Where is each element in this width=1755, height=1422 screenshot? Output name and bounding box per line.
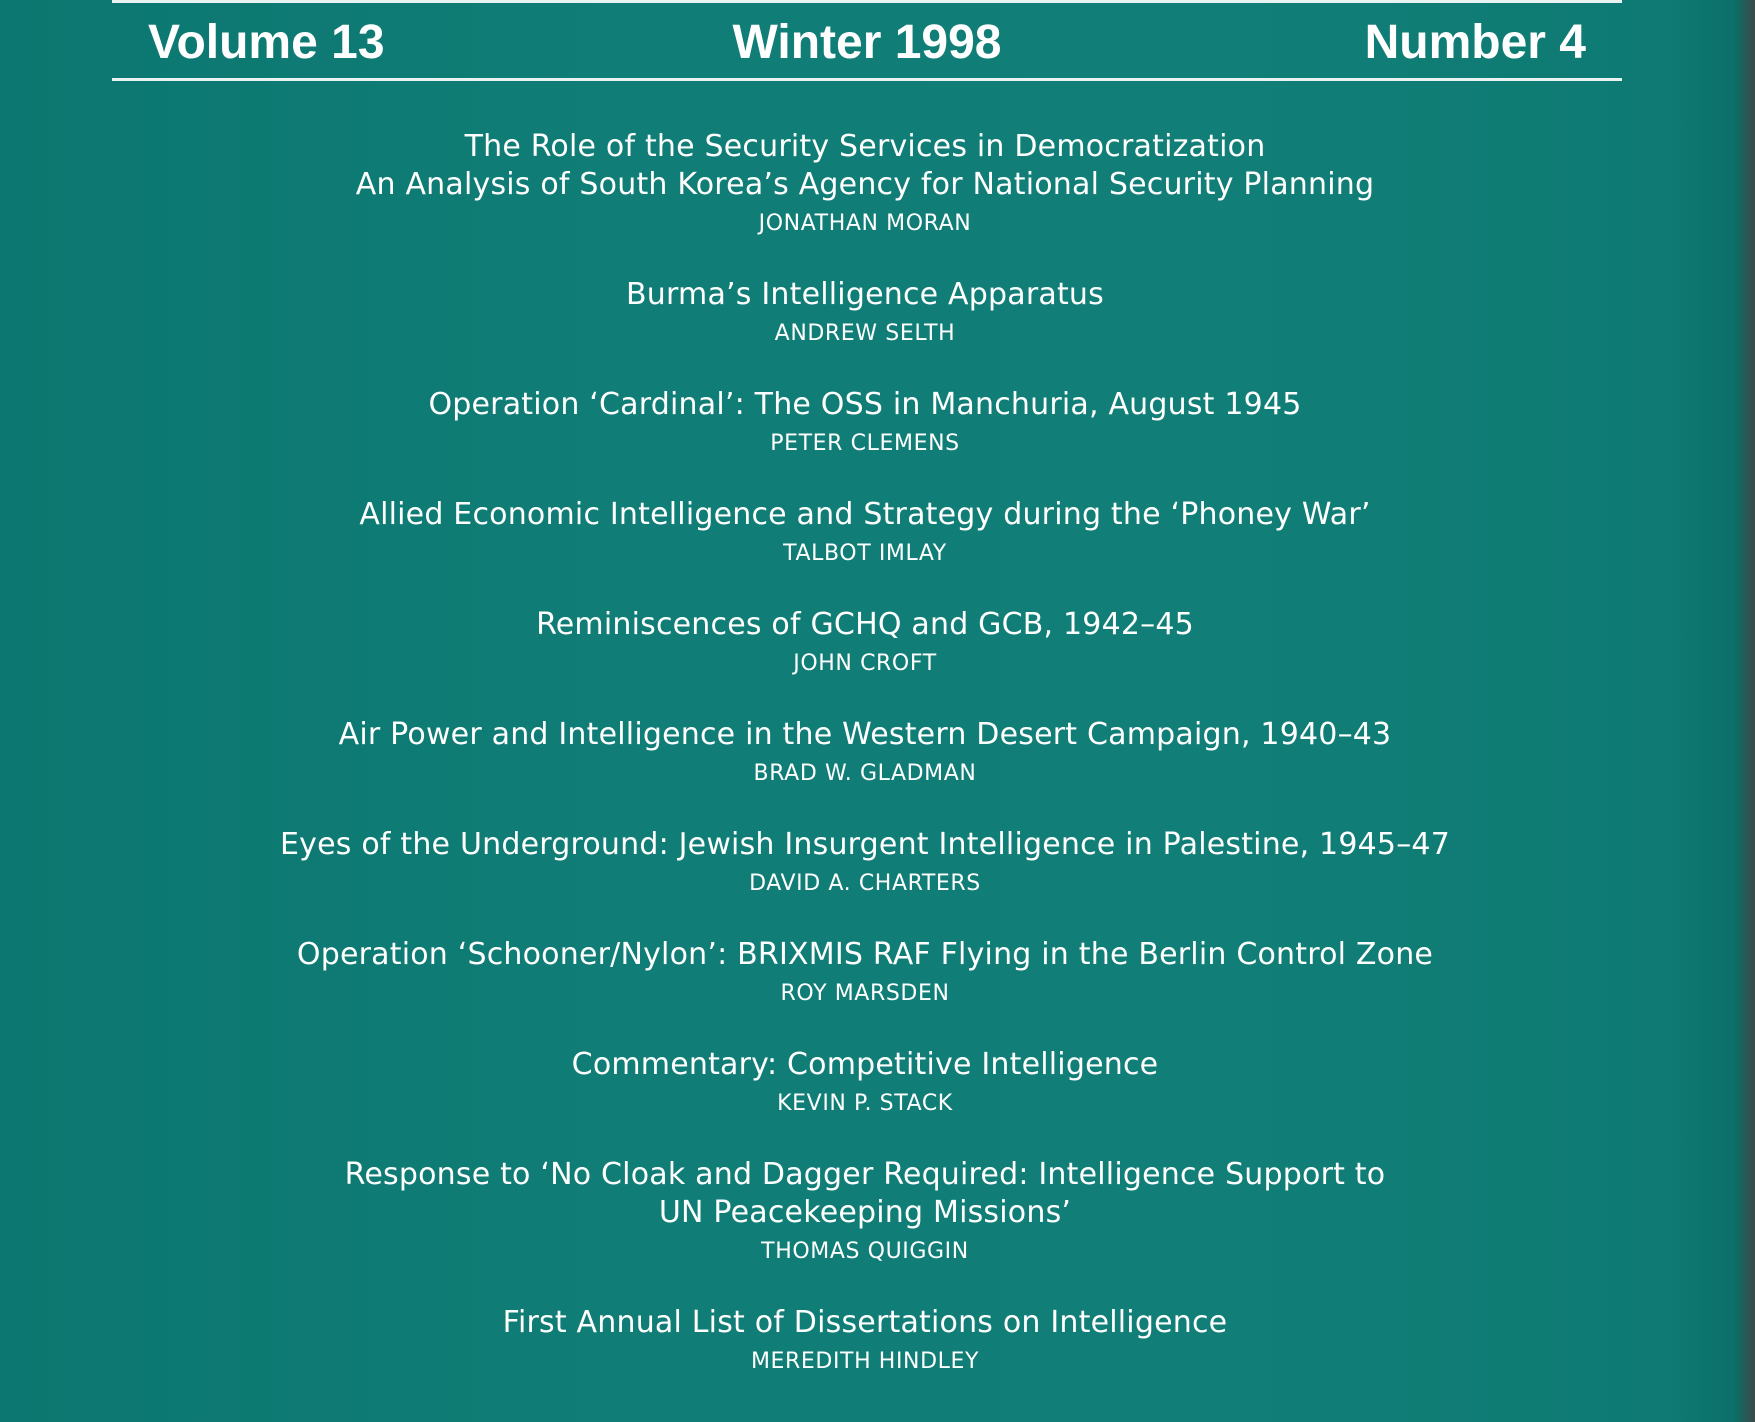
article-title: Allied Economic Intelligence and Strategy during the ‘Phoney War’ <box>359 497 1371 532</box>
cover-edge <box>1735 0 1755 1422</box>
contents-entry <box>150 496 1580 573</box>
article-author: JOHN CROFT <box>793 651 937 676</box>
article-title: Operation ‘Cardinal’: The OSS in Manchuria, August 1945 <box>428 387 1302 422</box>
article-title: Commentary: Competitive Intelligence <box>571 1047 1159 1082</box>
contents-entry <box>150 386 1580 463</box>
article-title: Operation ‘Schooner/Nylon’: BRIXMIS RAF Flying in the Berlin Control Zone <box>296 937 1434 972</box>
article-author: JONATHAN MORAN <box>758 211 972 236</box>
article-author: BRAD W. GLADMAN <box>753 761 977 786</box>
article-title: Reminiscences of GCHQ and GCB, 1942–45 <box>536 607 1194 642</box>
contents-entry <box>150 276 1580 353</box>
contents-entry <box>150 1156 1580 1271</box>
contents-entry <box>150 826 1580 903</box>
article-title: First Annual List of Dissertations on Intelligence <box>502 1305 1228 1340</box>
article-author: ROY MARSDEN <box>780 981 950 1006</box>
article-title: The Role of the Security Services in Democratization <box>464 129 1266 164</box>
issue-season: Winter 1998 <box>732 16 1002 69</box>
article-title: Air Power and Intelligence in the Western Desert Campaign, 1940–43 <box>338 717 1392 752</box>
top-rule <box>112 0 1622 3</box>
contents-entry <box>150 1304 1580 1381</box>
article-author: TALBOT IMLAY <box>783 541 947 566</box>
issue-number: Number 4 <box>1364 16 1586 69</box>
contents-entry <box>150 606 1580 683</box>
volume-label: Volume 13 <box>148 16 385 69</box>
article-title-continued: UN Peacekeeping Missions’ <box>658 1195 1072 1230</box>
contents-entry <box>150 936 1580 1013</box>
contents-entry <box>150 1046 1580 1123</box>
article-author: KEVIN P. STACK <box>777 1091 953 1116</box>
article-title: Eyes of the Underground: Jewish Insurgent Intelligence in Palestine, 1945–47 <box>280 827 1450 862</box>
article-author: DAVID A. CHARTERS <box>749 871 981 896</box>
article-author: THOMAS QUIGGIN <box>761 1239 969 1264</box>
article-author: ANDREW SELTH <box>774 321 956 346</box>
masthead <box>112 10 1622 76</box>
contents-entry <box>150 716 1580 793</box>
article-author: MEREDITH HINDLEY <box>750 1349 980 1374</box>
article-subtitle: An Analysis of South Korea’s Agency for National Security Planning <box>355 167 1375 202</box>
masthead-rule <box>112 78 1622 81</box>
table-of-contents <box>150 128 1580 1414</box>
article-author: PETER CLEMENS <box>770 431 960 456</box>
article-title: Burma’s Intelligence Apparatus <box>626 277 1104 312</box>
contents-entry <box>150 128 1580 243</box>
article-title: Response to ‘No Cloak and Dagger Required: Intelligence Support to <box>344 1157 1386 1192</box>
